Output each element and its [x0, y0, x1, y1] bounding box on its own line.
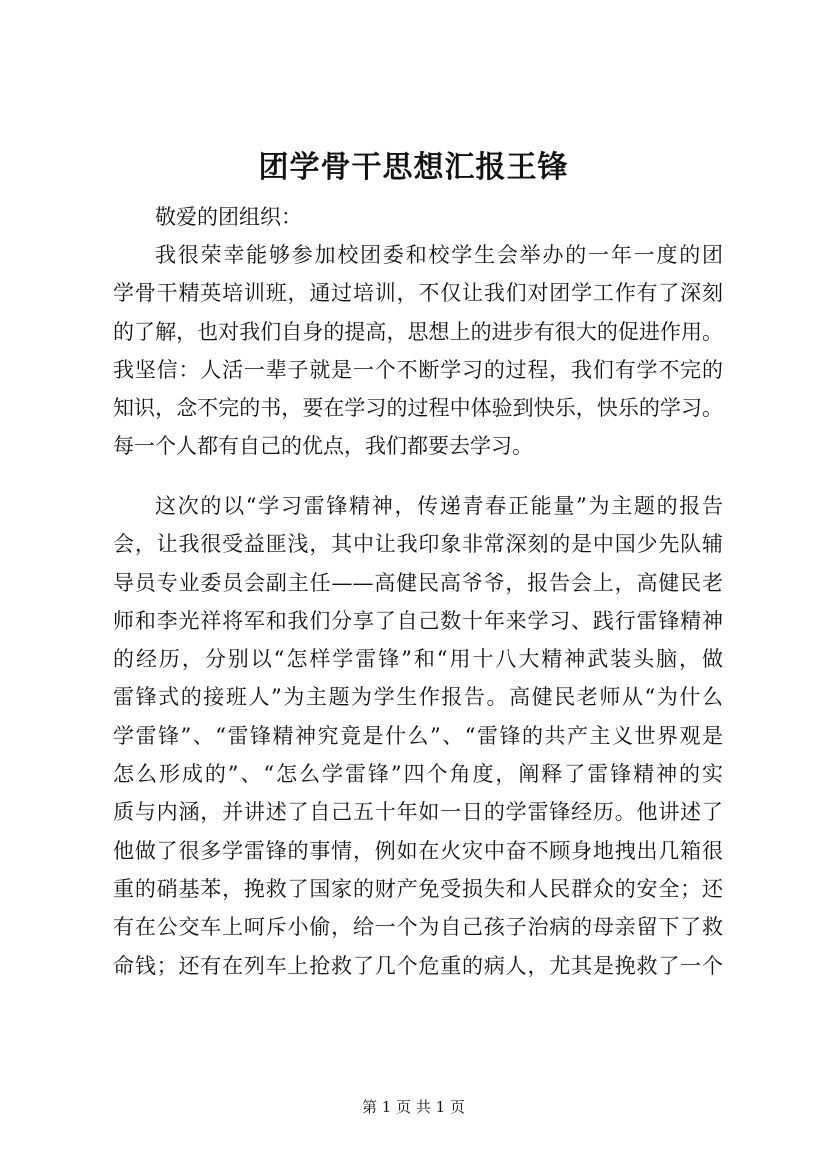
- paragraph-2: [113, 487, 723, 985]
- paragraph-line: 师和李光祥将军和我们分享了自己数十年来学习、践行雷锋精神: [113, 608, 723, 633]
- page-footer: 第 1 页 共 1 页: [362, 1098, 465, 1116]
- paragraph-line: 雷锋式的接班人”为主题为学生作报告。高健民老师从“为什么: [113, 685, 723, 710]
- document-title: 团学骨干思想汇报王锋: [258, 150, 569, 185]
- paragraph-line: 会，让我很受益匪浅，其中让我印象非常深刻的是中国少先队辅: [113, 532, 723, 557]
- paragraph-line: 怎么形成的”、“怎么学雷锋”四个角度，阐释了雷锋精神的实: [113, 762, 723, 787]
- paragraph-line: 重的硝基苯，挽救了国家的财产免受损失和人民群众的安全；还: [113, 876, 723, 901]
- salutation: 敬爱的团组织：: [155, 205, 302, 229]
- paragraph-line: 学骨干精英培训班，通过培训，不仅让我们对团学工作有了深刻: [113, 281, 723, 306]
- paragraph-line: 这次的以“学习雷锋精神，传递青春正能量”为主题的报告: [155, 494, 723, 518]
- paragraph-1: [113, 236, 723, 466]
- paragraph-line: 学雷锋”、“雷锋精神究竟是什么”、“雷锋的共产主义世界观是: [113, 723, 723, 748]
- paragraph-line: 命钱；还有在列车上抢救了几个危重的病人，尤其是挽救了一个: [113, 953, 723, 978]
- paragraph-line: 导员专业委员会副主任——高健民高爷爷，报告会上，高健民老: [113, 570, 723, 595]
- paragraph-line: 质与内涵，并讲述了自己五十年如一日的学雷锋经历。他讲述了: [113, 800, 723, 825]
- paragraph-line: 每一个人都有自己的优点，我们都要去学习。: [113, 434, 533, 459]
- paragraph-line: 我坚信：人活一辈子就是一个不断学习的过程，我们有学不完的: [113, 357, 723, 382]
- paragraph-line: 知识，念不完的书，要在学习的过程中体验到快乐，快乐的学习。: [113, 396, 723, 421]
- paragraph-line: 的了解，也对我们自身的提高，思想上的进步有很大的促进作用。: [113, 319, 723, 344]
- paragraph-line: 我很荣幸能够参加校团委和校学生会举办的一年一度的团: [155, 243, 723, 267]
- paragraph-line: 他做了很多学雷锋的事情，例如在火灾中奋不顾身地拽出几箱很: [113, 838, 723, 863]
- paragraph-line: 的经历，分别以“怎样学雷锋”和“用十八大精神武装头脑，做: [113, 647, 723, 672]
- paragraph-line: 有在公交车上呵斥小偷，给一个为自己孩子治病的母亲留下了救: [113, 915, 723, 940]
